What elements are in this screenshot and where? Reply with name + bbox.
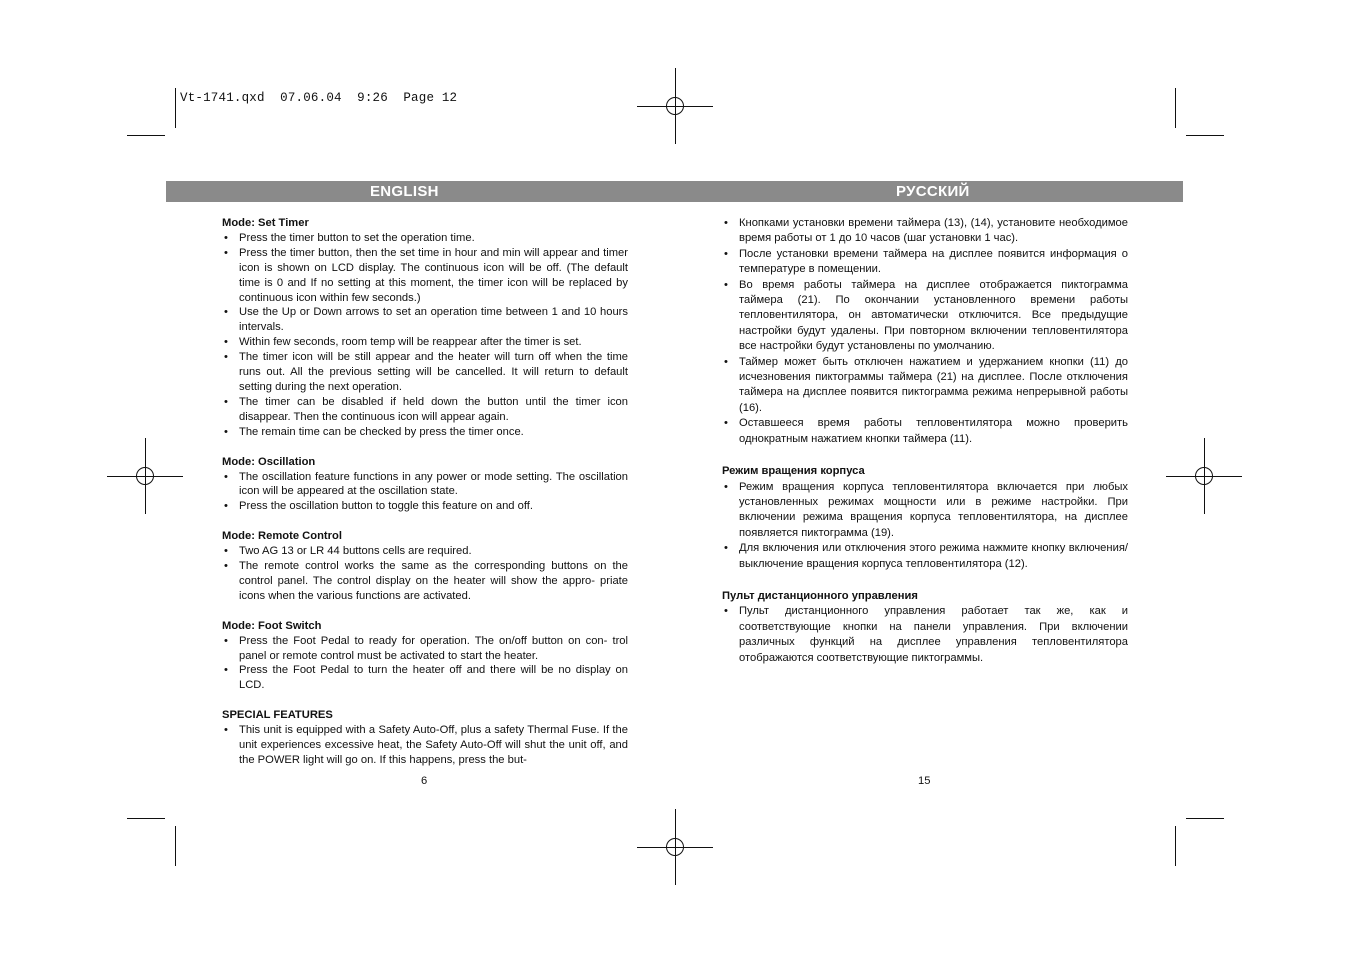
language-header-bar <box>166 181 1183 202</box>
bullet-icon: • <box>724 605 728 618</box>
list-item <box>222 723 628 768</box>
list-item-text: Для включения или отключения этого режима нажмите кнопку включения/выключение вращения корпуса тепловентилятора (12). <box>739 542 1128 570</box>
list-item-text: Two AG 13 or LR 44 buttons cells are required. <box>239 545 472 558</box>
list-item-text: Пульт дистанционного управления работает так же, как и соответствующие кнопки на панели управления. При включении различных функций на дисплее управления тепловентилятора отображаются соответствующие пиктограммы. <box>739 605 1128 664</box>
bullet-icon: • <box>224 634 228 647</box>
crop-mark <box>175 88 176 128</box>
list-item-text: Use the Up or Down arrows to set an operation time between 1 and 10 hours intervals. <box>239 306 628 334</box>
section <box>222 216 628 440</box>
bullet-icon: • <box>724 247 728 260</box>
english-column <box>222 216 628 783</box>
bullet-list <box>222 470 628 515</box>
list-item <box>222 246 628 306</box>
list-item <box>222 335 628 350</box>
bullet-list <box>222 723 628 768</box>
registration-mark-bottom <box>637 809 713 885</box>
registration-mark-top <box>637 68 713 144</box>
list-item-text: The oscillation feature functions in any power or mode setting. The oscillation icon will be appeared at the oscillation state. <box>239 470 628 498</box>
bullet-icon: • <box>224 231 228 244</box>
section-title: Mode: Set Timer <box>222 217 309 229</box>
list-item <box>222 499 628 514</box>
list-item-text: После установки времени таймера на дисплее появится информация о температуре в помещении. <box>739 247 1128 276</box>
crop-mark <box>175 826 176 866</box>
list-item <box>722 355 1128 417</box>
bullet-list <box>222 231 628 440</box>
russian-page-number: 15 <box>918 775 931 787</box>
bullet-list <box>222 544 628 604</box>
list-item <box>222 470 628 500</box>
bullet-icon: • <box>724 542 728 555</box>
bullet-icon: • <box>224 351 228 364</box>
section <box>222 455 628 515</box>
section <box>722 464 1128 572</box>
list-item <box>722 216 1128 247</box>
section <box>722 589 1128 666</box>
list-item-text: The remain time can be checked by press the timer once. <box>239 425 524 438</box>
section-title: Пульт дистанционного управления <box>722 589 918 602</box>
list-item-text: Press the timer button to set the operation time. <box>239 231 475 244</box>
bullet-icon: • <box>224 560 228 573</box>
section <box>222 529 628 604</box>
bullet-icon: • <box>724 355 728 368</box>
crop-mark <box>127 818 165 819</box>
bullet-list <box>722 480 1128 572</box>
list-item <box>222 231 628 246</box>
list-item-text: Press the timer button, then the set time in hour and min will appear and timer icon is shown on LCD display. The continuous icon will be off. (The default time is 0 and If no setting at this moment, the timer icon will be replaced by continuous icon within few seconds.) <box>239 246 628 304</box>
crop-mark <box>1175 826 1176 866</box>
list-item-text: Таймер может быть отключен нажатием и удержанием кнопки (11) до исчезновения пиктограммы таймера (21) на дисплее. После отключения таймера на дисплее появится пиктограмма режима непрерывной работы (16). <box>739 355 1128 414</box>
section-title: Mode: Foot Switch <box>222 619 322 632</box>
list-item-text: Press the Foot Pedal to ready for operation. The on/off button on con- trol panel or remote control must be activated to start the heater. <box>239 634 628 662</box>
registration-mark-right <box>1166 438 1242 514</box>
bullet-icon: • <box>224 425 228 438</box>
list-item-text: This unit is equipped with a Safety Auto-Off, plus a safety Thermal Fuse. If the unit experiences excessive heat, the Safety Auto-Off will shut the unit off, and the POWER light will go on. If this happens, press the but- <box>239 724 628 766</box>
list-item <box>222 425 628 440</box>
list-item-text: Press the Foot Pedal to turn the heater off and there will be no display on LCD. <box>239 664 628 692</box>
bullet-icon: • <box>224 545 228 558</box>
russian-header: РУССКИЙ <box>896 183 970 200</box>
bullet-icon: • <box>224 306 228 319</box>
bullet-icon: • <box>224 246 228 259</box>
crop-mark <box>127 135 165 136</box>
list-item-text: The remote control works the same as the corresponding buttons on the control panel. The control display on the heater will show the appro- priate icons when the various functions are activated. <box>239 560 628 602</box>
list-item <box>222 559 628 604</box>
registration-mark-left <box>107 438 183 514</box>
bullet-icon: • <box>224 500 228 513</box>
list-item <box>722 416 1128 447</box>
section-title: Mode: Oscillation <box>222 455 316 468</box>
section-title: Режим вращения корпуса <box>722 465 865 478</box>
crop-mark <box>1186 135 1224 136</box>
bullet-icon: • <box>724 217 728 229</box>
list-item <box>222 350 628 395</box>
list-item <box>222 634 628 664</box>
list-item-text: Во время работы таймера на дисплее отображается пиктограмма таймера (21). По окончании установленного времени работы тепловентилятора, он автоматически отключится. Все предыдущие настройки будут удалены. При повторном включении тепловентилятора все настройки будут установлены по умолчанию. <box>739 278 1128 353</box>
section-title: Mode: Remote Control <box>222 530 342 543</box>
bullet-icon: • <box>724 417 728 430</box>
bullet-list <box>722 604 1128 666</box>
list-item <box>222 395 628 425</box>
list-item-text: Within few seconds, room temp will be reappear after the timer is set. <box>239 336 582 349</box>
crop-mark <box>1186 818 1224 819</box>
list-item <box>722 480 1128 542</box>
list-item-text: Кнопками установки времени таймера (13), (14), установите необходимое время работы от 1 до 10 часов (шаг установки 1 час). <box>739 217 1128 245</box>
bullet-icon: • <box>224 724 228 737</box>
list-item <box>722 278 1128 355</box>
list-item <box>222 663 628 693</box>
bullet-icon: • <box>724 278 728 291</box>
list-item <box>722 541 1128 572</box>
bullet-icon: • <box>224 470 228 483</box>
list-item-text: Press the oscillation button to toggle this feature on and off. <box>239 500 533 513</box>
english-header: ENGLISH <box>370 183 439 200</box>
list-item-text: The timer icon will be still appear and the heater will turn off when the time runs out. All the previous setting will be cancelled. It will return to default setting during the next operation. <box>239 351 628 393</box>
print-slug: Vt-1741.qxd 07.06.04 9:26 Page 12 <box>180 91 458 105</box>
bullet-icon: • <box>224 336 228 349</box>
bullet-icon: • <box>724 480 728 493</box>
russian-column <box>722 216 1128 683</box>
crop-mark <box>1175 88 1176 128</box>
section <box>222 708 628 768</box>
section <box>722 216 1128 447</box>
list-item <box>222 305 628 335</box>
list-item <box>722 604 1128 666</box>
list-item <box>722 247 1128 278</box>
bullet-icon: • <box>224 395 228 408</box>
english-page-number: 6 <box>421 775 428 787</box>
list-item-text: Оставшееся время работы тепловентилятора можно проверить однократным нажатием кнопки таймера (11). <box>739 417 1128 445</box>
list-item-text: Режим вращения корпуса тепловентилятора включается при любых установленных режимах мощности или в режиме настройки. При включении режима вращения корпуса тепловентилятора, на дисплее появляется пиктограмма (19). <box>739 480 1128 539</box>
list-item <box>222 544 628 559</box>
bullet-icon: • <box>224 664 228 677</box>
section <box>222 619 628 694</box>
list-item-text: The timer can be disabled if held down the button until the timer icon disappear. Then the continuous icon will appear again. <box>239 395 628 423</box>
bullet-list <box>222 634 628 694</box>
section-title: SPECIAL FEATURES <box>222 709 333 722</box>
bullet-list <box>722 216 1128 447</box>
